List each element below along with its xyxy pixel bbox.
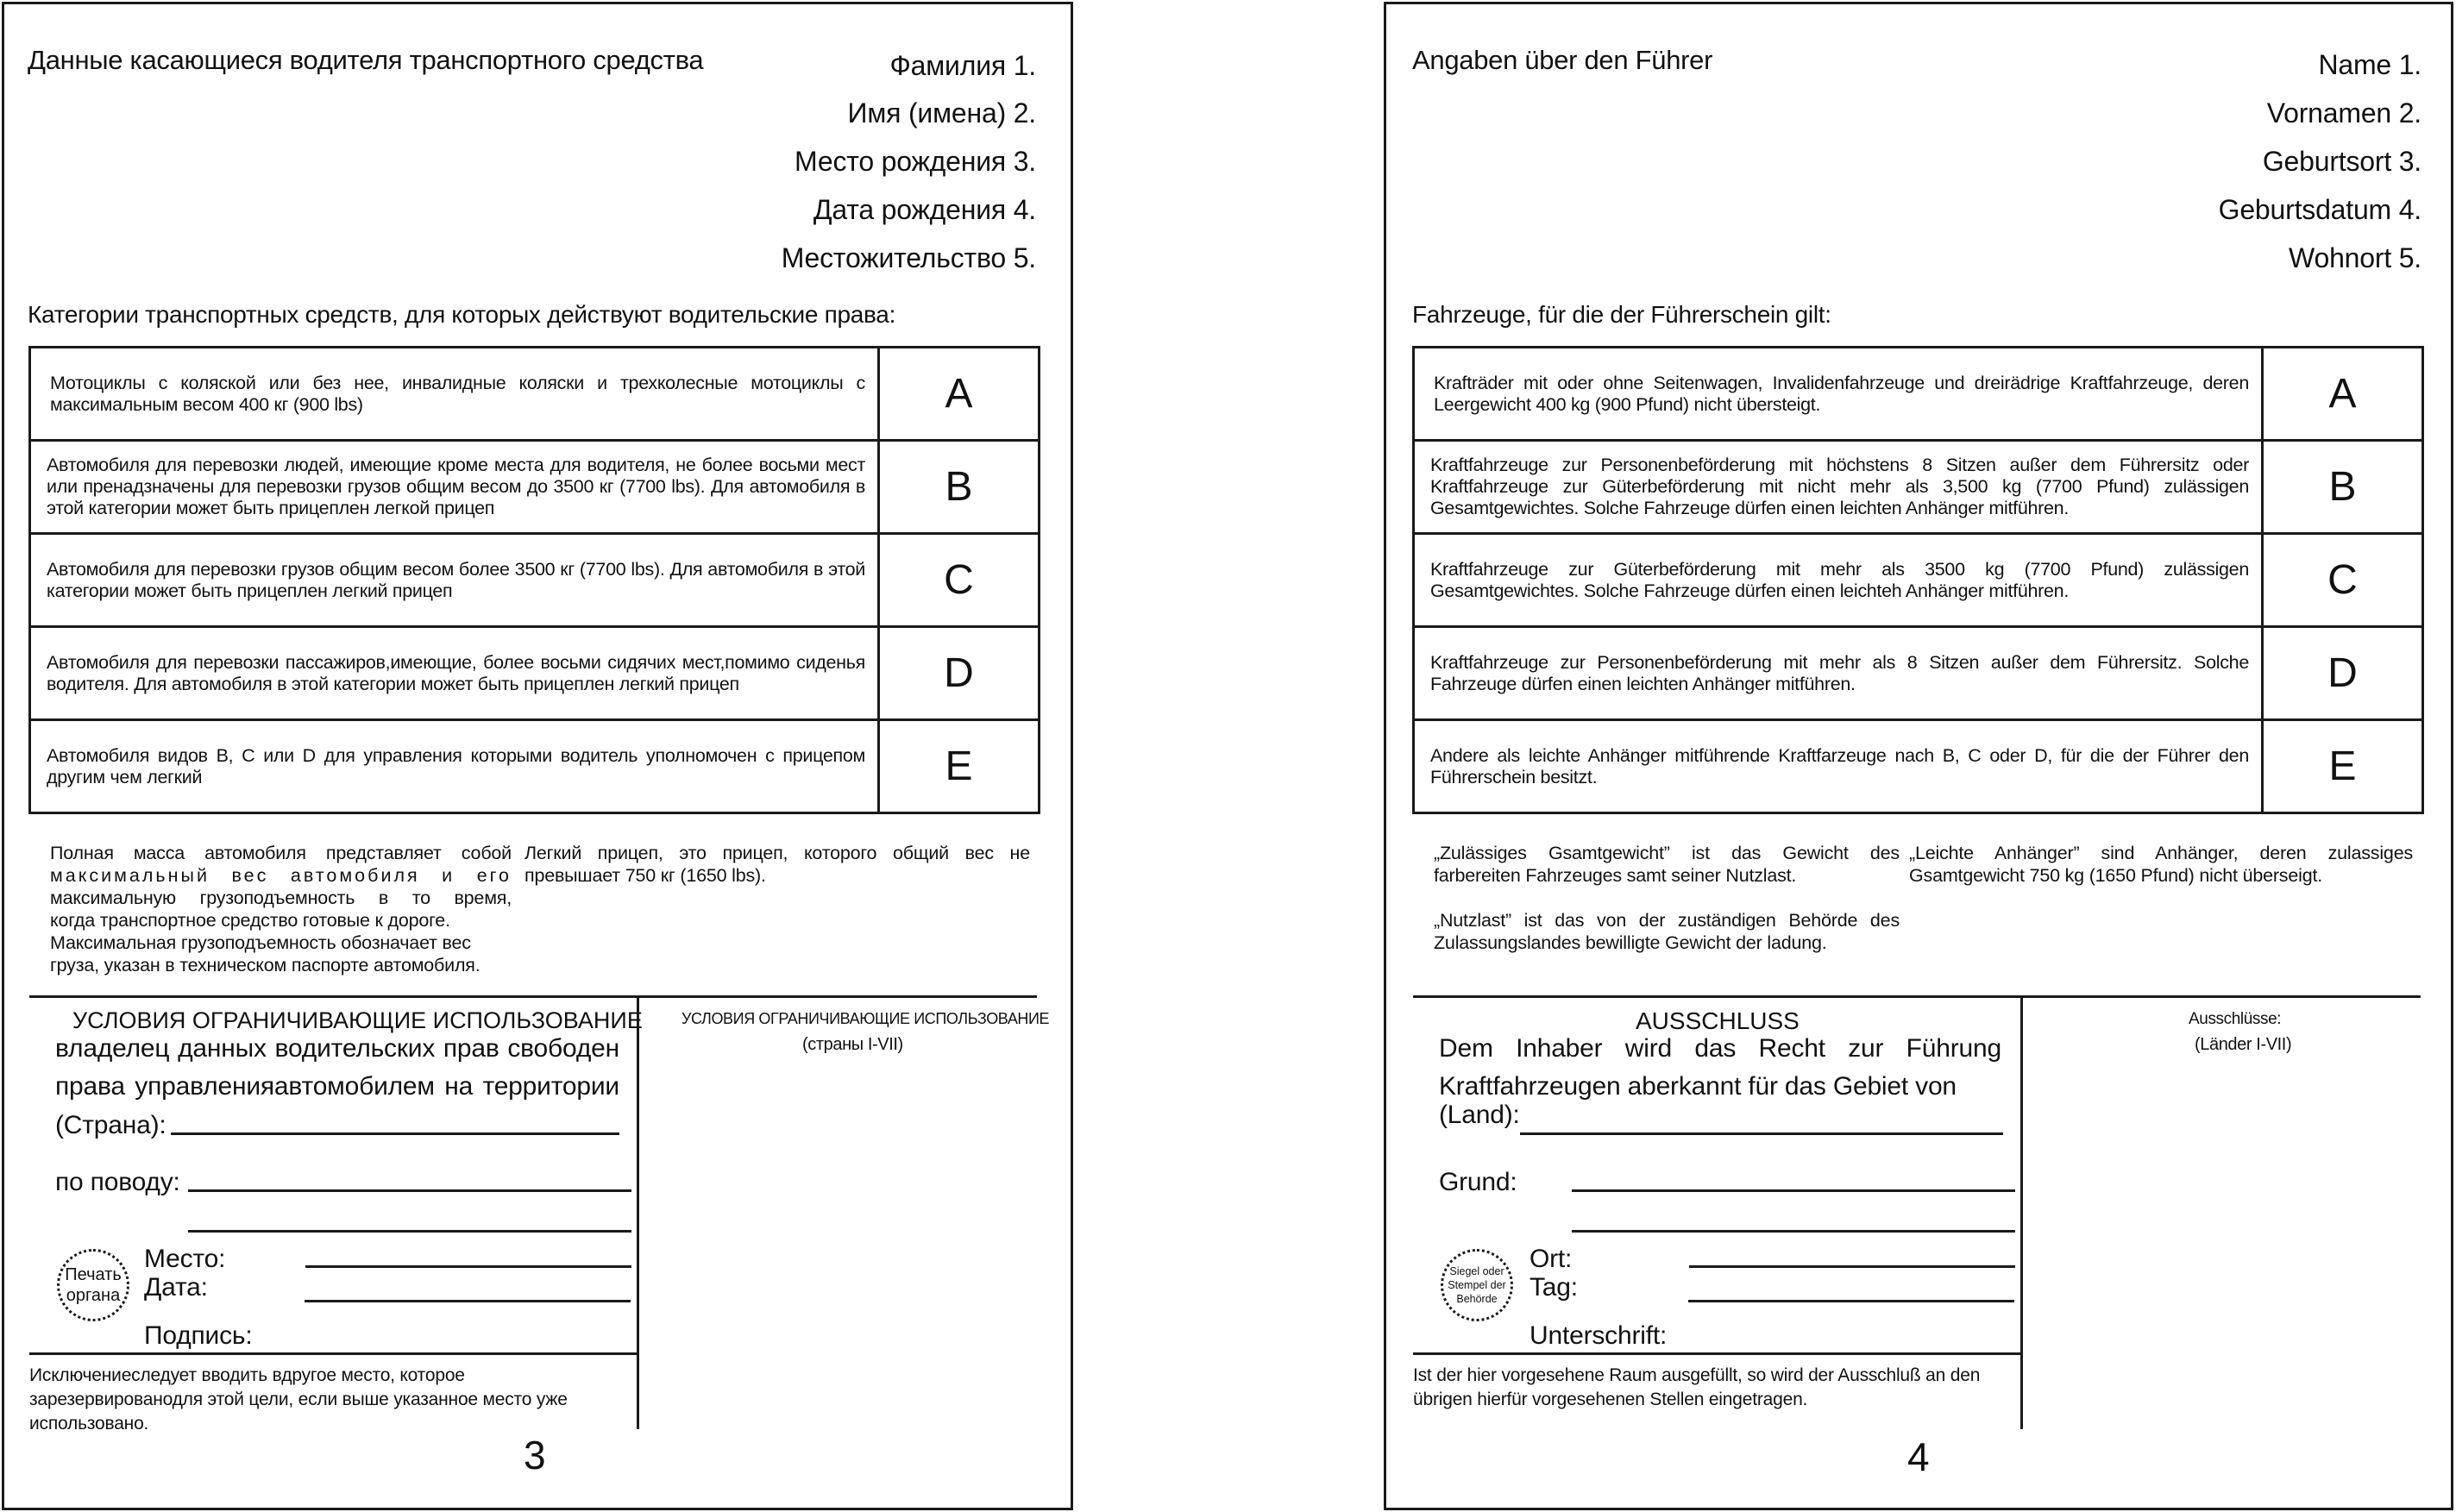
category-description: Автомобиля видов B, C или D для управления которыми водитель уполномочен с прицепом другим чем легкий	[30, 720, 879, 813]
category-letter: E	[2263, 720, 2423, 813]
restriction-text-line: Dem Inhaber wird das Recht zur Führung	[1439, 1034, 2001, 1063]
category-row	[1414, 720, 2423, 813]
categories-table	[28, 346, 1040, 814]
note-line: когда транспортное средство готовые к дороге.	[50, 910, 450, 931]
category-letter: A	[2263, 348, 2423, 441]
notes-light-trailer: „Leichte Anhänger” sind Anhänger, deren zulassiges Gsamtgewicht 750 kg (1650 Pfund) nicht überseigt.	[1909, 843, 2413, 886]
date-input-line[interactable]	[305, 1300, 631, 1302]
restriction-heading: УСЛОВИЯ ОГРАНИЧИВАЮЩИЕ ИСПОЛЬЗОВАНИЕ	[72, 1007, 643, 1033]
footnote: Ist der hier vorgesehene Raum ausgefüllt, so wird der Ausschluß an den übrigen hierfür vorgesehenen Stellen eingetragen.	[1413, 1365, 1981, 1409]
country-label: (Land):	[1439, 1101, 1520, 1129]
category-row	[30, 627, 1040, 720]
field-label-firstname: Имя (имена) 2.	[847, 97, 1036, 129]
date-input-line[interactable]	[1688, 1300, 2014, 1302]
category-row	[1414, 627, 2423, 720]
stamp-text: органа	[66, 1286, 121, 1305]
footnote: Исключениеследует вводить вдругое место, которое зарезервированодля этой цели, если выше указанное место уже использовано.	[29, 1365, 568, 1434]
stamp-text: Behörde	[1456, 1293, 1498, 1305]
country-label: (Страна):	[55, 1111, 166, 1139]
categories-heading: Fahrzeuge, für die der Führerschein gilt:	[1412, 301, 1831, 328]
place-label: Ort:	[1530, 1245, 1573, 1273]
category-description: Krafträder mit oder ohne Seitenwagen, Invalidenfahrzeuge und dreirädrige Kraftfahrzeuge, deren Leergewicht 400 kg (900 Pfund) nicht übersteigt.	[1414, 348, 2263, 441]
restriction-text-line: Kraftfahrzeugen aberkannt für das Gebiet von	[1439, 1072, 1957, 1101]
category-row	[30, 720, 1040, 813]
reason-label: по поводу:	[55, 1168, 180, 1196]
page-number: 3	[524, 1433, 546, 1477]
notes-light-trailer: Легкий прицеп, это прицеп, которого общий вес не превышает 750 кг (1650 lbs).	[524, 843, 1030, 886]
category-letter: A	[879, 348, 1040, 441]
side-heading: УСЛОВИЯ ОГРАНИЧИВАЮЩИЕ ИСПОЛЬЗОВАНИЕ	[682, 1010, 1050, 1027]
divider	[637, 996, 639, 1429]
restriction-text-line: права управленияавтомобилем на территории	[55, 1072, 619, 1101]
reason-label: Grund:	[1439, 1168, 1517, 1196]
restriction-text-line: владелец данных водительских прав свободен	[55, 1034, 619, 1063]
date-label: Дата:	[144, 1273, 208, 1302]
category-letter: E	[879, 720, 1040, 813]
category-description: Автомобиля для перевозки грузов общим весом более 3500 кг (7700 lbs). Для автомобиля в этой категории может быть прицеплен легкий прицеп	[30, 534, 879, 627]
country-input-line[interactable]	[1520, 1132, 2003, 1135]
reason-input-line[interactable]	[1572, 1189, 2015, 1192]
notes-payload: „Nutzlast” ist das von der zuständigen Behörde des Zulassungslandes bewilligte Gewicht der ladung.	[1434, 910, 1900, 953]
category-row	[30, 534, 1040, 627]
category-description: Мотоциклы с коляской или без нее, инвалидные коляски и трехколесные мотоциклы с максимальным весом 400 кг (900 lbs)	[30, 348, 879, 441]
category-letter: D	[2263, 627, 2423, 720]
category-description: Kraftfahrzeuge zur Güterbeförderung mit mehr als 3500 kg (7700 Pfund) zulässigen Gesamtgewichtes. Solche Fahrzeuge dürfen einen leichteh Anhänger mitführen.	[1414, 534, 2263, 627]
field-label-birthplace: Geburtsort 3.	[2262, 146, 2421, 177]
category-description: Kraftfahrzeuge zur Personenbeförderung mit höchstens 8 Sitzen außer dem Führersitz oder Kraftfahrzeuge zur Güterbeförderung mit nicht mehr als 3,500 kg (7700 Pfund) zulässigen Gesamtgewichtes. Solche Fahrzeuge dürfen einen leichten Anhänger mitführen.	[1414, 441, 2263, 534]
reason-input-line-2[interactable]	[1572, 1230, 2015, 1233]
notes-total-mass	[50, 842, 512, 976]
stamp-text: Stempel der	[1448, 1279, 1506, 1291]
restriction-heading: AUSSCHLUSS	[1636, 1007, 1800, 1034]
category-letter: B	[2263, 441, 2423, 534]
side-heading: Ausschlüsse:	[2189, 1010, 2282, 1028]
reason-input-line-2[interactable]	[188, 1230, 631, 1233]
field-label-firstname: Vornamen 2.	[2266, 97, 2421, 129]
side-subheading: (страны I-VII)	[802, 1035, 903, 1054]
category-description: Автомобиля для перевозки людей, имеющие кроме места для водителя, не более восьми мест или пренадзначены для перевозки грузов общим весом до 3500 кг (7700 lbs). Для автомобиля в этой категории может быть прицеплен легкой прицеп	[30, 441, 879, 534]
field-label-surname: Name 1.	[2318, 49, 2421, 80]
official-stamp-placeholder	[57, 1249, 129, 1321]
note-line: Максимальная грузоподъемность обозначает вес	[50, 932, 471, 953]
field-label-residence: Местожительство 5.	[781, 242, 1036, 273]
field-label-residence: Wohnort 5.	[2289, 242, 2421, 273]
divider	[1413, 1352, 2022, 1355]
place-input-line[interactable]	[305, 1265, 631, 1268]
category-row	[1414, 441, 2423, 534]
category-description: Автомобиля для перевозки пассажиров,имеющие, более восьми сидячих мест,помимо сиденья водителя. Для автомобиля в этой категории может быть прицеплен легкий прицеп	[30, 627, 879, 720]
category-row	[30, 441, 1040, 534]
signature-label: Unterschrift:	[1530, 1321, 1668, 1350]
field-label-surname: Фамилия 1.	[889, 50, 1036, 81]
field-label-birthdate: Дата рождения 4.	[813, 194, 1036, 225]
field-label-birthplace: Место рождения 3.	[795, 146, 1036, 177]
category-letter: C	[879, 534, 1040, 627]
section-title: Angaben über den Führer	[1412, 45, 1713, 75]
date-label: Tag:	[1530, 1273, 1578, 1302]
category-description: Kraftfahrzeuge zur Personenbeförderung mit mehr als 8 Sitzen außer dem Führersitz. Solche Fahrzeuge dürfen einen leichten Anhänger mitführen.	[1414, 627, 2263, 720]
side-subheading: (Länder I-VII)	[2195, 1035, 2292, 1054]
page-number: 4	[1907, 1434, 1930, 1479]
stamp-text: Печать	[65, 1265, 122, 1284]
category-row	[30, 348, 1040, 441]
place-label: Место:	[144, 1245, 226, 1273]
category-row	[1414, 348, 2423, 441]
official-stamp-placeholder	[1441, 1249, 1513, 1321]
note-line: максимальную грузоподъемность в то время,	[50, 888, 512, 908]
category-row	[1414, 534, 2423, 627]
categories-heading: Категории транспортных средств, для которых действуют водительские права:	[28, 301, 896, 328]
divider	[29, 995, 1037, 998]
country-input-line[interactable]	[171, 1132, 619, 1135]
section-title: Данные касающиеся водителя транспортного средства	[28, 45, 704, 75]
note-line: Полная масса автомобиля представляет собой	[50, 843, 512, 863]
signature-label: Подпись:	[144, 1321, 253, 1350]
divider	[2020, 996, 2023, 1429]
reason-input-line[interactable]	[188, 1189, 631, 1192]
categories-table	[1412, 346, 2424, 814]
category-description: Andere als leichte Anhänger mitführende Kraftfarzeuge nach B, C oder D, für die der Führer den Führerschein besitzt.	[1414, 720, 2263, 813]
category-letter: B	[879, 441, 1040, 534]
divider	[1413, 995, 2421, 998]
note-line: груза, указан в техническом паспорте автомобиля.	[50, 955, 481, 976]
stamp-text: Siegel oder	[1449, 1265, 1504, 1277]
category-letter: C	[2263, 534, 2423, 627]
field-label-birthdate: Geburtsdatum 4.	[2218, 194, 2421, 225]
note-line: максимальный вес автомобиля и его	[50, 865, 512, 886]
place-input-line[interactable]	[1689, 1265, 2015, 1268]
category-letter: D	[879, 627, 1040, 720]
notes-total-weight: „Zulässiges Gsamtgewicht” ist das Gewicht des farbereiten Fahrzeuges samt seiner Nutzlast.	[1434, 843, 1900, 886]
divider	[29, 1352, 638, 1355]
